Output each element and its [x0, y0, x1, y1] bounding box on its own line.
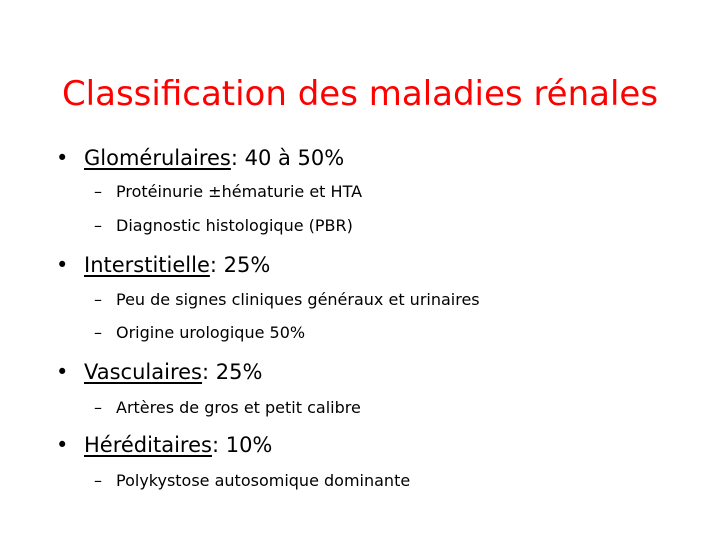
bullet-icon: •: [56, 253, 69, 277]
sub-item: [94, 215, 353, 237]
bullet-item-hereditaires: [56, 431, 272, 459]
sub-item: [94, 470, 410, 492]
bullet-item-glomerulaires: [56, 144, 344, 172]
sub-item-text: Polykystose autosomique dominante: [116, 471, 411, 490]
bullet-value: : 25%: [201, 360, 263, 384]
dash-icon: –: [94, 182, 102, 201]
dash-icon: –: [94, 290, 102, 309]
bullet-term: Glomérulaires: [84, 146, 231, 170]
bullet-item-vasculaires: [56, 358, 262, 386]
sub-item-text: Protéinurie ±hématurie et HTA: [116, 182, 363, 201]
dash-icon: –: [94, 216, 102, 235]
sub-item-text: Diagnostic histologique (PBR): [116, 216, 353, 235]
slide-title: Classification des maladies rénales: [61, 74, 659, 114]
sub-item: [94, 181, 362, 203]
bullet-item-interstitielle: [56, 251, 270, 279]
bullet-value: : 40 à 50%: [230, 146, 345, 170]
bullet-icon: •: [56, 360, 69, 384]
sub-item-text: Origine urologique 50%: [116, 323, 306, 342]
sub-item-text: Artères de gros et petit calibre: [116, 398, 361, 417]
sub-item: [94, 322, 305, 344]
bullet-term: Interstitielle: [84, 253, 210, 277]
sub-item: [94, 397, 361, 419]
bullet-icon: •: [56, 433, 69, 457]
bullet-icon: •: [56, 146, 69, 170]
dash-icon: –: [94, 323, 102, 342]
sub-item: [94, 289, 480, 311]
bullet-term: Héréditaires: [84, 433, 212, 457]
dash-icon: –: [94, 398, 102, 417]
bullet-term: Vasculaires: [84, 360, 202, 384]
sub-item-text: Peu de signes cliniques généraux et urinaires: [116, 290, 480, 309]
bullet-value: : 25%: [209, 253, 271, 277]
bullet-value: : 10%: [211, 433, 273, 457]
dash-icon: –: [94, 471, 102, 490]
